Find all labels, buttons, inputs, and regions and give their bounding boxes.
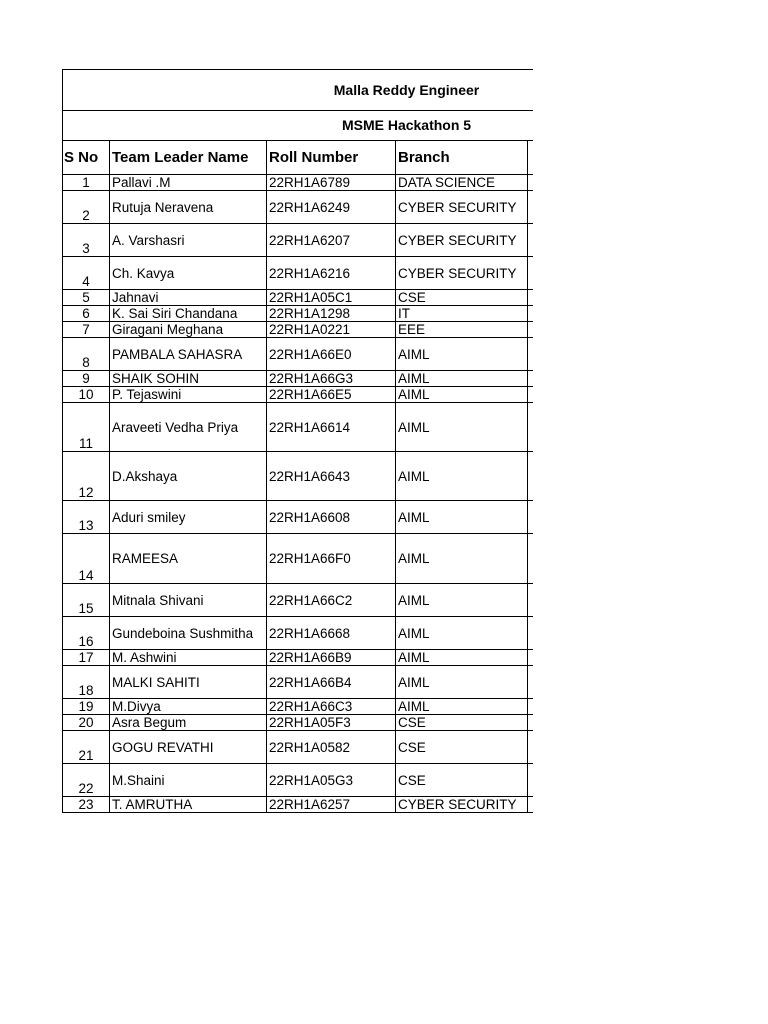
cell-roll-number: 22RH1A66F0 bbox=[267, 534, 396, 584]
cell-sno: 22 bbox=[63, 764, 110, 797]
cell-team-leader-name: M.Shaini bbox=[110, 764, 267, 797]
cell-extra bbox=[528, 650, 534, 666]
cell-team-leader-name: Asra Begum bbox=[110, 715, 267, 731]
cell-sno: 15 bbox=[63, 584, 110, 617]
table-row bbox=[63, 224, 534, 257]
cell-branch: CSE bbox=[396, 764, 528, 797]
table-row bbox=[63, 666, 534, 699]
cell-sno: 6 bbox=[63, 306, 110, 322]
cell-branch: AIML bbox=[396, 534, 528, 584]
cell-branch: CYBER SECURITY bbox=[396, 797, 528, 813]
table-row bbox=[63, 715, 534, 731]
title-row bbox=[63, 70, 534, 111]
cell-extra bbox=[528, 175, 534, 191]
cell-team-leader-name: Pallavi .M bbox=[110, 175, 267, 191]
sheet-title: Malla Reddy Engineer bbox=[333, 81, 480, 98]
cell-team-leader-name: PAMBALA SAHASRA bbox=[110, 338, 267, 371]
table-row bbox=[63, 175, 534, 191]
table-row bbox=[63, 290, 534, 306]
team-leaders-table bbox=[62, 69, 533, 813]
cell-roll-number: 22RH1A66G3 bbox=[267, 371, 396, 387]
cell-team-leader-name: K. Sai Siri Chandana bbox=[110, 306, 267, 322]
cell-roll-number: 22RH1A0221 bbox=[267, 322, 396, 338]
table-row bbox=[63, 371, 534, 387]
cell-sno: 8 bbox=[63, 338, 110, 371]
cell-roll-number: 22RH1A05F3 bbox=[267, 715, 396, 731]
cell-branch: AIML bbox=[396, 584, 528, 617]
cell-sno: 10 bbox=[63, 387, 110, 403]
cell-extra bbox=[528, 387, 534, 403]
cell-roll-number: 22RH1A66B9 bbox=[267, 650, 396, 666]
cell-roll-number: 22RH1A66B4 bbox=[267, 666, 396, 699]
table-row bbox=[63, 387, 534, 403]
cell-sno: 19 bbox=[63, 699, 110, 715]
cell-extra bbox=[528, 290, 534, 306]
cell-extra bbox=[528, 191, 534, 224]
cell-roll-number: 22RH1A6257 bbox=[267, 797, 396, 813]
cell-roll-number: 22RH1A6614 bbox=[267, 403, 396, 452]
table-row bbox=[63, 617, 534, 650]
cell-team-leader-name: A. Varshasri bbox=[110, 224, 267, 257]
cell-branch: AIML bbox=[396, 699, 528, 715]
cell-team-leader-name: MALKI SAHITI bbox=[110, 666, 267, 699]
cell-branch: DATA SCIENCE bbox=[396, 175, 528, 191]
cell-sno: 1 bbox=[63, 175, 110, 191]
cell-extra bbox=[528, 501, 534, 534]
cell-team-leader-name: Rutuja Neravena bbox=[110, 191, 267, 224]
table-row bbox=[63, 731, 534, 764]
cell-team-leader-name: SHAIK SOHIN bbox=[110, 371, 267, 387]
cell-extra bbox=[528, 666, 534, 699]
cell-roll-number: 22RH1A6249 bbox=[267, 191, 396, 224]
table-row bbox=[63, 501, 534, 534]
cell-roll-number: 22RH1A66E5 bbox=[267, 387, 396, 403]
cell-team-leader-name: Araveeti Vedha Priya bbox=[110, 403, 267, 452]
cell-sno: 2 bbox=[63, 191, 110, 224]
cell-team-leader-name: RAMEESA bbox=[110, 534, 267, 584]
cell-extra bbox=[528, 764, 534, 797]
cell-extra bbox=[528, 584, 534, 617]
cell-team-leader-name: Giragani Meghana bbox=[110, 322, 267, 338]
cell-team-leader-name: Jahnavi bbox=[110, 290, 267, 306]
cell-extra bbox=[528, 224, 534, 257]
cell-branch: EEE bbox=[396, 322, 528, 338]
cell-branch: IT bbox=[396, 306, 528, 322]
header-roll: Roll Number bbox=[267, 141, 396, 175]
cell-roll-number: 22RH1A66C3 bbox=[267, 699, 396, 715]
cell-sno: 13 bbox=[63, 501, 110, 534]
table-row bbox=[63, 191, 534, 224]
cell-roll-number: 22RH1A05C1 bbox=[267, 290, 396, 306]
cell-roll-number: 22RH1A6216 bbox=[267, 257, 396, 290]
cell-roll-number: 22RH1A66E0 bbox=[267, 338, 396, 371]
cell-branch: AIML bbox=[396, 650, 528, 666]
cell-team-leader-name: Mitnala Shivani bbox=[110, 584, 267, 617]
cell-sno: 21 bbox=[63, 731, 110, 764]
cell-branch: CYBER SECURITY bbox=[396, 224, 528, 257]
cell-sno: 11 bbox=[63, 403, 110, 452]
cell-extra bbox=[528, 534, 534, 584]
table-row bbox=[63, 452, 534, 501]
cell-team-leader-name: D.Akshaya bbox=[110, 452, 267, 501]
table-row bbox=[63, 403, 534, 452]
cell-branch: AIML bbox=[396, 403, 528, 452]
table-row bbox=[63, 338, 534, 371]
table-row bbox=[63, 534, 534, 584]
cell-branch: CYBER SECURITY bbox=[396, 257, 528, 290]
cell-team-leader-name: T. AMRUTHA bbox=[110, 797, 267, 813]
cell-extra bbox=[528, 715, 534, 731]
cell-branch: AIML bbox=[396, 666, 528, 699]
header-row bbox=[63, 141, 534, 175]
cell-branch: CSE bbox=[396, 731, 528, 764]
cell-team-leader-name: GOGU REVATHI bbox=[110, 731, 267, 764]
cell-branch: AIML bbox=[396, 338, 528, 371]
cell-team-leader-name: Gundeboina Sushmitha bbox=[110, 617, 267, 650]
cell-sno: 12 bbox=[63, 452, 110, 501]
header-sno: S No bbox=[63, 141, 110, 175]
table-row bbox=[63, 650, 534, 666]
cell-extra bbox=[528, 371, 534, 387]
cell-extra bbox=[528, 306, 534, 322]
cell-sno: 17 bbox=[63, 650, 110, 666]
cell-branch: AIML bbox=[396, 617, 528, 650]
header-name: Team Leader Name bbox=[110, 141, 267, 175]
cell-sno: 20 bbox=[63, 715, 110, 731]
cell-roll-number: 22RH1A6668 bbox=[267, 617, 396, 650]
cell-extra bbox=[528, 403, 534, 452]
header-extra bbox=[528, 141, 534, 175]
cell-extra bbox=[528, 322, 534, 338]
cell-sno: 7 bbox=[63, 322, 110, 338]
cell-extra bbox=[528, 338, 534, 371]
cell-sno: 3 bbox=[63, 224, 110, 257]
table-row bbox=[63, 797, 534, 813]
subtitle-row bbox=[63, 111, 534, 141]
table-row bbox=[63, 699, 534, 715]
cell-branch: AIML bbox=[396, 387, 528, 403]
sheet-title-cell bbox=[63, 70, 534, 111]
cell-roll-number: 22RH1A1298 bbox=[267, 306, 396, 322]
spreadsheet bbox=[62, 69, 533, 813]
cell-sno: 18 bbox=[63, 666, 110, 699]
cell-roll-number: 22RH1A6789 bbox=[267, 175, 396, 191]
table-row bbox=[63, 257, 534, 290]
cell-team-leader-name: M.Divya bbox=[110, 699, 267, 715]
cell-extra bbox=[528, 797, 534, 813]
table-row bbox=[63, 584, 534, 617]
cell-branch: AIML bbox=[396, 501, 528, 534]
cell-branch: CSE bbox=[396, 290, 528, 306]
cell-extra bbox=[528, 257, 534, 290]
cell-extra bbox=[528, 731, 534, 764]
cell-roll-number: 22RH1A6207 bbox=[267, 224, 396, 257]
table-row bbox=[63, 306, 534, 322]
cell-roll-number: 22RH1A6643 bbox=[267, 452, 396, 501]
cell-team-leader-name: M. Ashwini bbox=[110, 650, 267, 666]
cell-extra bbox=[528, 452, 534, 501]
sheet-subtitle-cell bbox=[63, 111, 534, 141]
cell-sno: 16 bbox=[63, 617, 110, 650]
cell-sno: 23 bbox=[63, 797, 110, 813]
cell-sno: 14 bbox=[63, 534, 110, 584]
cell-team-leader-name: Ch. Kavya bbox=[110, 257, 267, 290]
table-row bbox=[63, 764, 534, 797]
cell-branch: AIML bbox=[396, 452, 528, 501]
cell-sno: 5 bbox=[63, 290, 110, 306]
header-branch: Branch bbox=[396, 141, 528, 175]
cell-team-leader-name: P. Tejaswini bbox=[110, 387, 267, 403]
cell-roll-number: 22RH1A0582 bbox=[267, 731, 396, 764]
cell-extra bbox=[528, 699, 534, 715]
cell-branch: AIML bbox=[396, 371, 528, 387]
cell-roll-number: 22RH1A66C2 bbox=[267, 584, 396, 617]
cell-team-leader-name: Aduri smiley bbox=[110, 501, 267, 534]
cell-roll-number: 22RH1A05G3 bbox=[267, 764, 396, 797]
cell-extra bbox=[528, 617, 534, 650]
cell-branch: CYBER SECURITY bbox=[396, 191, 528, 224]
table-row bbox=[63, 322, 534, 338]
cell-sno: 4 bbox=[63, 257, 110, 290]
sheet-subtitle: MSME Hackathon 5 bbox=[341, 117, 472, 133]
cell-branch: CSE bbox=[396, 715, 528, 731]
cell-sno: 9 bbox=[63, 371, 110, 387]
cell-roll-number: 22RH1A6608 bbox=[267, 501, 396, 534]
